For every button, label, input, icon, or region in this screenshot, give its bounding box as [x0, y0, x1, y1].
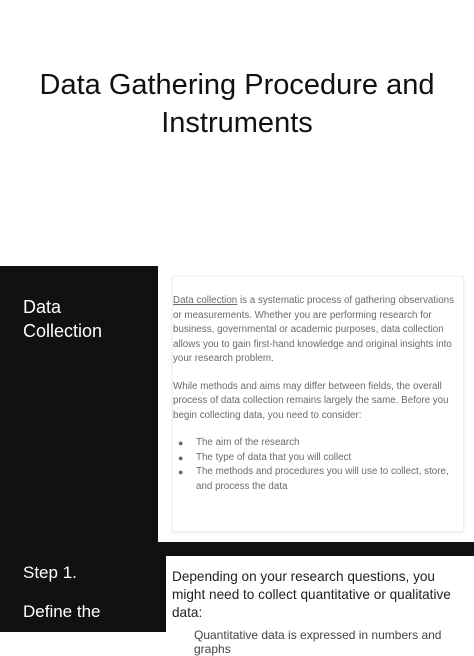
list-item [178, 451, 457, 466]
considerations-list [173, 436, 457, 494]
content-card-body [172, 276, 464, 532]
considerations-paragraph: While methods and aims may differ between fields, the overall process of data collection remains largely the same. Before you begin collecting data, you need to consider: [173, 380, 449, 421]
list-item [178, 465, 457, 494]
step-heading [23, 562, 158, 623]
definition-paragraph [173, 294, 457, 367]
step-one-slide [0, 542, 474, 656]
step-description: Depending on your research questions, you might need to collect quantitative or qualitative data: [172, 569, 451, 620]
bullet-icon: ● [178, 467, 184, 477]
list-item-text: The methods and procedures you will use to collect, store, and process the data [196, 466, 449, 492]
definition-text: is a systematic process of gathering observations or measurements. Whether you are performing research for business, governmental or academic purposes, data collection allows you to gain first-hand knowledge and original insights into your research problem. [173, 295, 454, 364]
section-heading: Data Collection [23, 297, 103, 341]
data-collection-slide [0, 266, 474, 542]
step-title: Define the [23, 602, 101, 621]
content-card [158, 266, 474, 542]
list-item [178, 436, 457, 451]
list-item-text: The type of data that you will collect [196, 451, 352, 463]
data-collection-link[interactable]: Data collection [173, 295, 238, 306]
step-number: Step 1. [23, 563, 77, 582]
bullet-icon: ● [178, 438, 184, 448]
slide-title: Data Gathering Procedure and Instruments [39, 69, 435, 139]
clipped-bullet-text: Quantitative data is expressed in numbers and graphs [194, 628, 442, 656]
step-card [166, 550, 474, 656]
card-top-bar [166, 550, 474, 556]
title-slide [0, 0, 474, 266]
list-item-text: The aim of the research [196, 437, 300, 448]
bullet-icon: ● [178, 452, 184, 463]
